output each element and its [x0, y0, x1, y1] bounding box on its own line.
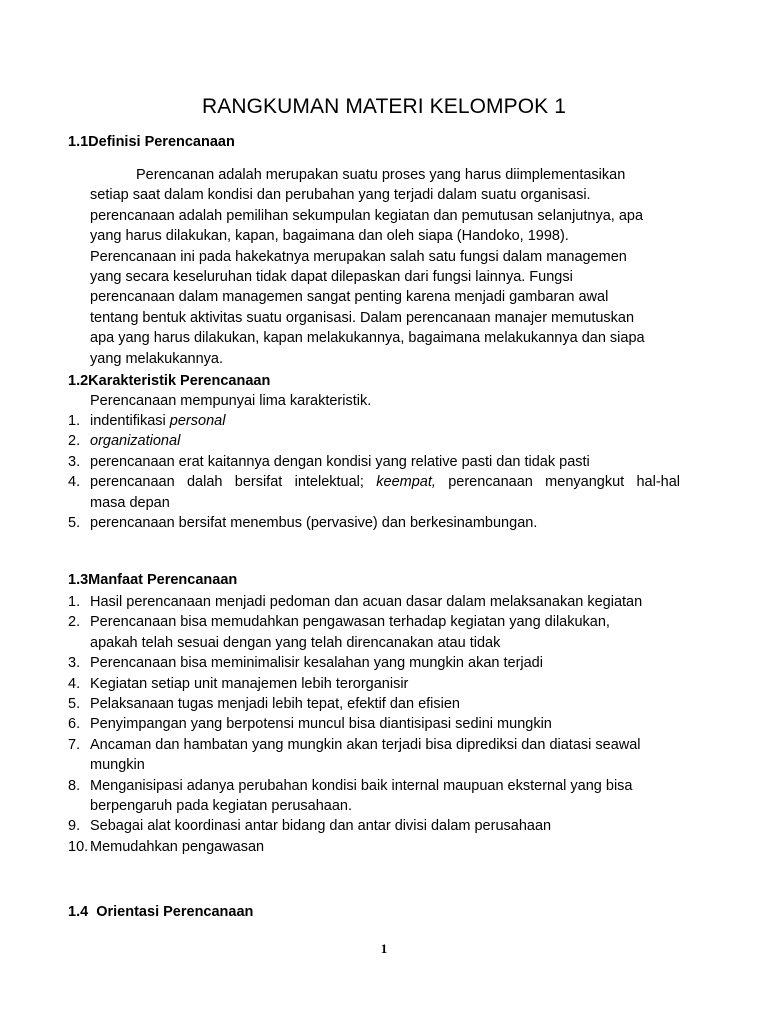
list-text-italic: personal: [169, 413, 226, 429]
paragraph-line: Perencanaan ini pada hakekatnya merupakan salah satu fungsi dalam managemen: [90, 248, 627, 265]
list-item: [68, 472, 680, 513]
list-item: [68, 776, 680, 817]
section-heading-1-2: [68, 373, 270, 389]
list-item: [68, 694, 680, 714]
list-text: Penyimpangan yang berpotensi muncul bisa diantisipasi sedini mungkin: [90, 716, 552, 733]
list-number: 2.: [68, 614, 81, 631]
paragraph-line: Perencanan adalah merupakan suatu proses yang harus diimplementasikan: [136, 167, 626, 183]
section-1-1-paragraph: [90, 165, 680, 369]
list-text-italic: organizational: [90, 433, 181, 450]
list-text: Memudahkan pengawasan: [90, 838, 265, 855]
list-text-justified: [90, 472, 680, 492]
list-text: indentifikasi: [90, 413, 170, 429]
list-text: Perencanaan bisa memudahkan pengawasan terhadap kegiatan yang dilakukan,: [90, 614, 610, 631]
benefits-list: [68, 592, 680, 857]
section-title: Manfaat Perencanaan: [88, 572, 238, 588]
list-number: 1.: [68, 594, 81, 610]
section-heading-1-4: [68, 904, 253, 920]
list-text: Perencanaan bisa meminimalisir kesalahan yang mungkin akan terjadi: [90, 655, 543, 672]
list-item: [68, 612, 680, 653]
list-number: 3.: [68, 453, 81, 470]
section-title: Karakteristik Perencanaan: [88, 373, 271, 389]
list-text: Kegiatan setiap unit manajemen lebih terorganisir: [90, 675, 409, 692]
list-number: 5.: [68, 515, 81, 532]
list-item: [68, 674, 680, 694]
paragraph-line: yang harus dilakukan, kapan, bagaimana dan oleh siapa (Handoko, 1998).: [90, 228, 569, 245]
list-item: [68, 735, 680, 776]
list-number: 4.: [68, 474, 81, 491]
section-1-2-intro: Perencanaan mempunyai lima karakteristik.: [90, 393, 372, 409]
section-heading-1-1: [68, 134, 235, 150]
list-text: apakah telah sesuai dengan yang telah direncanakan atau tidak: [90, 634, 501, 651]
list-text: Hasil perencanaan menjadi pedoman dan acuan dasar dalam melaksanakan kegiatan: [90, 594, 643, 610]
paragraph-line: yang secara keseluruhan tidak dapat dilepaskan dari fungsi lainnya. Fungsi: [90, 268, 573, 285]
list-number: 9.: [68, 818, 81, 835]
section-number: 1.2: [68, 373, 89, 389]
paragraph-line: perencanaan dalam managemen sangat penting karena menjadi gambaran awal: [90, 289, 609, 306]
list-text: Ancaman dan hambatan yang mungkin akan terjadi bisa diprediksi dan diatasi seawal: [90, 736, 641, 753]
list-text: perencanaan menyangkut hal-hal: [435, 474, 681, 491]
list-number: 10.: [68, 838, 89, 855]
paragraph-line: tentang bentuk aktivitas suatu organisasi. Dalam perencanaan manajer memutuskan: [90, 309, 635, 326]
paragraph-line: yang melakukannya.: [90, 350, 223, 367]
list-text: mungkin: [90, 757, 145, 774]
list-number: 4.: [68, 675, 81, 692]
list-item: [68, 592, 680, 612]
list-item: [68, 431, 680, 451]
list-number: 7.: [68, 736, 81, 753]
section-title: Orientasi Perencanaan: [96, 904, 254, 920]
list-text: Pelaksanaan tugas menjadi lebih tepat, efektif dan efisien: [90, 696, 460, 713]
paragraph-line: perencanaan adalah pemilihan sekumpulan kegiatan dan pemutusan selanjutnya, apa: [90, 207, 644, 224]
list-number: 2.: [68, 433, 81, 450]
section-number: 1.1: [68, 134, 89, 150]
list-item: [68, 816, 680, 836]
list-item: [68, 452, 680, 472]
list-number: 3.: [68, 655, 81, 672]
section-heading-1-3: [68, 572, 237, 588]
list-item: [68, 837, 680, 857]
page-number: 1: [380, 941, 388, 956]
list-number: 1.: [68, 413, 81, 429]
list-item: [68, 513, 680, 533]
list-text-italic: keempat,: [376, 474, 436, 491]
document-title: RANGKUMAN MATERI KELOMPOK 1: [201, 95, 567, 118]
list-item: [68, 714, 680, 734]
list-text: perencanaan bersifat menembus (pervasive) dan berkesinambungan.: [90, 515, 538, 532]
list-item: [68, 411, 680, 431]
list-number: 8.: [68, 777, 81, 794]
list-number: 5.: [68, 696, 81, 713]
list-text: masa depan: [90, 494, 170, 511]
section-title: Definisi Perencanaan: [88, 134, 235, 150]
section-number: 1.4: [68, 904, 89, 920]
list-number: 6.: [68, 716, 81, 733]
section-number: 1.3: [68, 572, 89, 588]
characteristics-list: [68, 411, 680, 533]
list-text: berpengaruh pada kegiatan perusahaan.: [90, 798, 353, 815]
list-text: perencanaan dalah bersifat intelektual;: [90, 474, 377, 491]
list-text: perencanaan erat kaitannya dengan kondisi yang relative pasti dan tidak pasti: [90, 453, 590, 470]
paragraph-line: apa yang harus dilakukan, kapan melakukannya, bagaimana melakukannya dan siapa: [90, 330, 645, 347]
paragraph-line: setiap saat dalam kondisi dan perubahan yang terjadi dalam suatu organisasi.: [90, 187, 591, 204]
list-item: [68, 653, 680, 673]
list-text: Menganisipasi adanya perubahan kondisi baik internal maupuan eksternal yang bisa: [90, 777, 633, 794]
list-text: Sebagai alat koordinasi antar bidang dan antar divisi dalam perusahaan: [90, 818, 552, 835]
